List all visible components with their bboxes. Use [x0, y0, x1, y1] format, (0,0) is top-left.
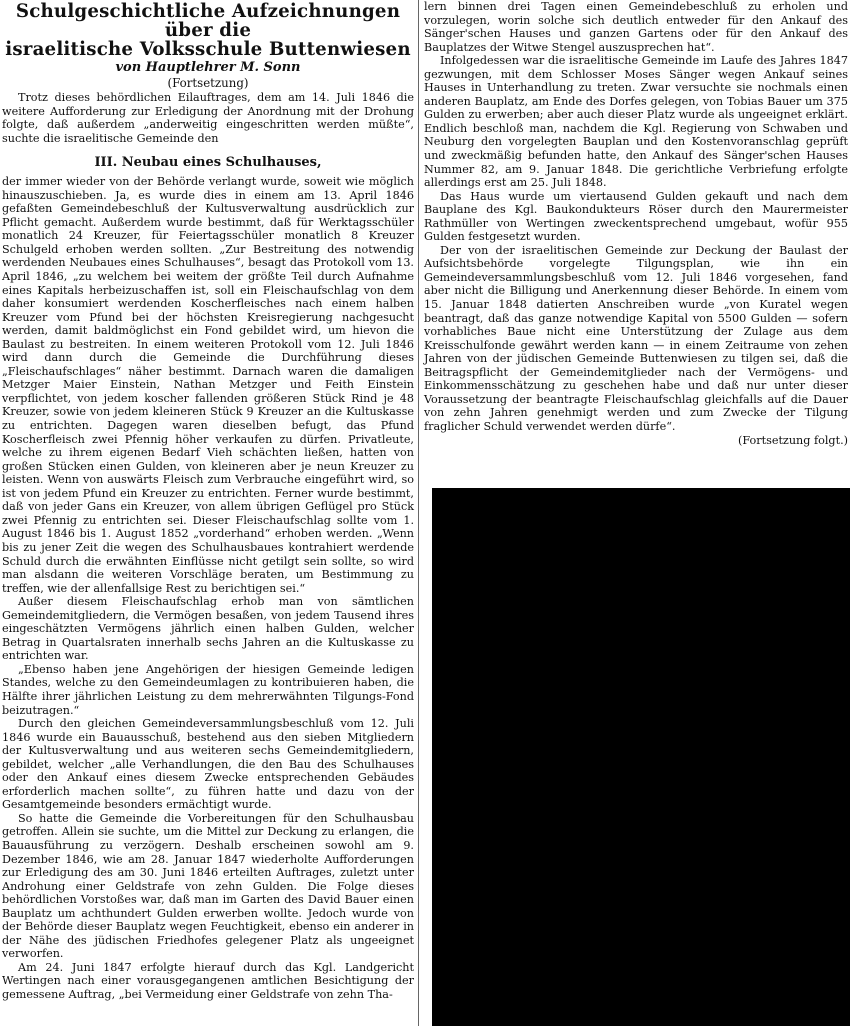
paragraph: Durch den gleichen Gemeindeversammlungsbeschluß vom 12. Juli 1846 wurde ein Bauausschuß, bestehend aus den sieben Mitgliedern der Kultusverwaltung und aus weiteren sechs Gemeindemitgliedern, gebildet, welcher „alle Verhandlungen, die den Bau des Schulhauses oder den Ankauf eines diesem Zwecke entsprechenden Gebäudes erforderlich machen sollte“, zu führen hatte und dazu von der Gesamtgemeinde besonders ermächtigt wurde. — [2, 717, 414, 812]
paragraph: „Ebenso haben jene Angehörigen der hiesigen Gemeinde ledigen Standes, welche zu den Gemeindeumlagen zu kontribuieren haben, die Hälfte ihrer jährlichen Leistung zu dem mehrerwähnten Tilgungs-Fond beizutragen.“ — [2, 662, 414, 717]
to-be-continued-note: (Fortsetzung folgt.) — [737, 433, 848, 447]
paragraph: Am 24. Juni 1847 erfolgte hierauf durch das Kgl. Landgericht Wertingen nach einer vorausgegangenen amtlichen Besichtigung der gemessene Auftrag, „bei Vermeidung einer Geldstrafe von zehn Tha- — [2, 960, 414, 1001]
article-title-line-2: israelitische Volksschule Buttenwiesen — [5, 39, 411, 60]
continuation-note: (Fortsetzung) — [167, 76, 249, 90]
paragraph: Das Haus wurde um viertausend Gulden gekauft und nach dem Bauplane des Kgl. Baukondukteurs Röser durch den Maurermeister Rathmüller von Wertingen zweckentsprechend umgebaut, wofür 955 Gulden festgesetzt wurden. — [424, 189, 848, 244]
article-title-line-1: Schulgeschichtliche Aufzeichnungen über die — [15, 1, 401, 41]
column-divider — [418, 0, 419, 1026]
section-heading: III. Neubau eines Schulhauses, — [94, 155, 322, 171]
right-column — [424, 0, 848, 447]
paragraph: der immer wieder von der Behörde verlangt wurde, soweit wie möglich hinauszuschieben. Ja, es wurde dies in einem am 13. April 1846 gefaßten Gemeindebeschluß der Kultusverwaltung ausdrücklich zur Pflicht gemacht. Außerdem wurde bestimmt, daß für Werktagsschüler monatlich 24 Kreuzer, für Feiertagsschüler monatlich 8 Kreuzer Schulgeld erhoben werden sollten. „Zur Bestreitung des notwendig werdenden Neubaues eines Schulhauses“, besagt das Protokoll vom 13. April 1846, „zu welchem bei weitem der größte Teil durch Aufnahme eines Kapitals herbeizuschaffen ist, soll ein Fleischaufschlag von dem daher konsumiert werdenden Koscherfleisches nach einem halben Kreuzer vom Pfund bei der höchsten Kreisregierung nachgesucht werden, damit baldmöglichst ein Fond gebildet wird, um hievon die Baulast zu bestreiten. In einem weiteren Protokoll vom 12. Juli 1846 wird dann durch die Gemeinde die Durchführung dieses „Fleischaufschlages“ näher bestimmt. Darnach waren die damaligen Metzger Maier Einstein, Nathan Metzger und Feith Einstein verpflichtet, von jedem koscher fallenden größeren Stück Rind je 48 Kreuzer, sowie von jedem kleineren Stück 9 Kreuzer an die Kultuskasse zu entrichten. Dagegen waren dieselben befugt, das Pfund Koscherfleisch zwei Pfennig höher verkaufen zu dürfen. Privatleute, welche zu ihrem eigenen Bedarf Vieh schächten ließen, hatten von großen Stücken einen Gulden, von kleineren aber je neun Kreuzer zu leisten. Wenn von auswärts Fleisch zum Verbrauche eingeführt wird, so ist von jedem Pfund ein Kreuzer zu entrichten. Ferner wurde bestimmt, daß von jeder Gans ein Kreuzer, von allem übrigen Geflügel pro Stück zwei Pfennig zu entrichten sei. Dieser Fleischaufschlag sollte vom 1. August 1846 bis 1. August 1852 „vorderhand“ erhoben werden. „Wenn bis zu jener Zeit die wegen des Schulhausbaues kontrahiert werdende Schuld durch die erwähnten Einflüsse nicht getilgt sein sollte, so wird man alsdann die weiteren Vorschläge beraten, um Bestimmung zu treffen, wie der allenfallsige Rest zu berichtigen sei.“ — [2, 175, 414, 595]
paragraph: Infolgedessen war die israelitische Gemeinde im Laufe des Jahres 1847 gezwungen, mit dem Schlosser Moses Sänger wegen Ankauf seines Hauses in Unterhandlung zu treten. Zwar versuchte sie nochmals einen anderen Bauplatz, am Ende des Dorfes gelegen, von Tobias Bauer um 375 Gulden zu erwerben; aber auch dieser Platz wurde als ungeeignet erklärt. Endlich beschloß man, nachdem die Kgl. Regierung von Schwaben und Neuburg den vorgelegten Bauplan und den Kostenvoranschlag geprüft und zweckmäßig befunden hatte, den Ankauf des Sänger'schen Hauses Nummer 82, am 9. Januar 1848. Die gerichtliche Verbriefung erfolgte allerdings erst am 25. Juli 1848. — [424, 54, 848, 190]
paragraph: Außer diesem Fleischaufschlag erhob man von sämtlichen Gemeindemitgliedern, die Vermögen besaßen, von jedem Tausend ihres eingeschätzten Vermögens jährlich einen halben Gulden, welcher Betrag in Quartalsraten innerhalb sechs Jahren an die Kultuskasse zu entrichten war. — [2, 595, 414, 663]
paragraph: So hatte die Gemeinde die Vorbereitungen für den Schulhausbau getroffen. Allein sie suchte, um die Mittel zur Deckung zu erlangen, die Bauausführung zu verzögern. Deshalb erscheinen sowohl am 9. Dezember 1846, wie am 28. Januar 1847 wiederholte Aufforderungen zur Erledigung des am 30. Juni 1846 erteilten Auftrages, zuletzt unter Androhung einer Geldstrafe von zehn Gulden. Die Folge dieses behördlichen Vorstoßes war, daß man im Garten des David Bauer einen Bauplatz um achthundert Gulden erwerben wollte. Jedoch wurde von der Behörde dieser Bauplatz wegen Feuchtigkeit, ebenso ein anderer in der Nähe des jüdischen Friedhofes gelegener Platz als ungeeignet verworfen. — [2, 811, 414, 961]
paragraph: Der von der israelitischen Gemeinde zur Deckung der Baulast der Aufsichtsbehörde vorgelegte Tilgungsplan, wie ihn ein Gemeindeversammlungsbeschluß vom 12. Juli 1846 vorgesehen, fand aber nicht die Billigung und Anerkennung dieser Behörde. In einem vom 15. Januar 1848 datierten Anschreiben wurde „von Kuratel wegen beantragt, daß das ganze notwendige Kapital von 5500 Gulden — sofern vorhabliches Baue nicht eine Unterstützung der Zulage aus dem Kreisschulfonde gewährt werden kann — in einem Zeitraume von zehen Jahren von der jüdischen Gemeinde Buttenwiesen zu tilgen sei, daß die Beitragspflicht der Gemeindemitglieder nach der Vermögens- und Einkommensschätzung zu geschehen habe und daß nur unter dieser Voraussetzung der beantragte Fleischaufschlag gleichfalls auf die Dauer von zehn Jahren genehmigt werden und zum Zwecke der Tilgung fraglicher Schuld verwendet werden dürfe“. — [424, 243, 848, 433]
paragraph: lern binnen drei Tagen einen Gemeindebeschluß zu erholen und vorzulegen, worin solche sich deutlich entweder für den Ankauf des Sänger'schen Hauses und ganzen Gartens oder für den Ankauf des Bauplatzes der Witwe Stengel auszusprechen hat“. — [424, 0, 848, 54]
redacted-area — [432, 488, 850, 1026]
intro-paragraph: Trotz dieses behördlichen Eilauftrages, dem am 14. Juli 1846 die weitere Aufforderung zur Erledigung der Anordnung mit der Drohung folgte, daß außerdem „anderweitig eingeschritten werden müßte“, suchte die israelitische Gemeinde den — [2, 91, 414, 145]
author-byline: von Hauptlehrer M. Sonn — [115, 60, 301, 75]
article-title — [2, 2, 414, 59]
left-column — [2, 0, 414, 1002]
